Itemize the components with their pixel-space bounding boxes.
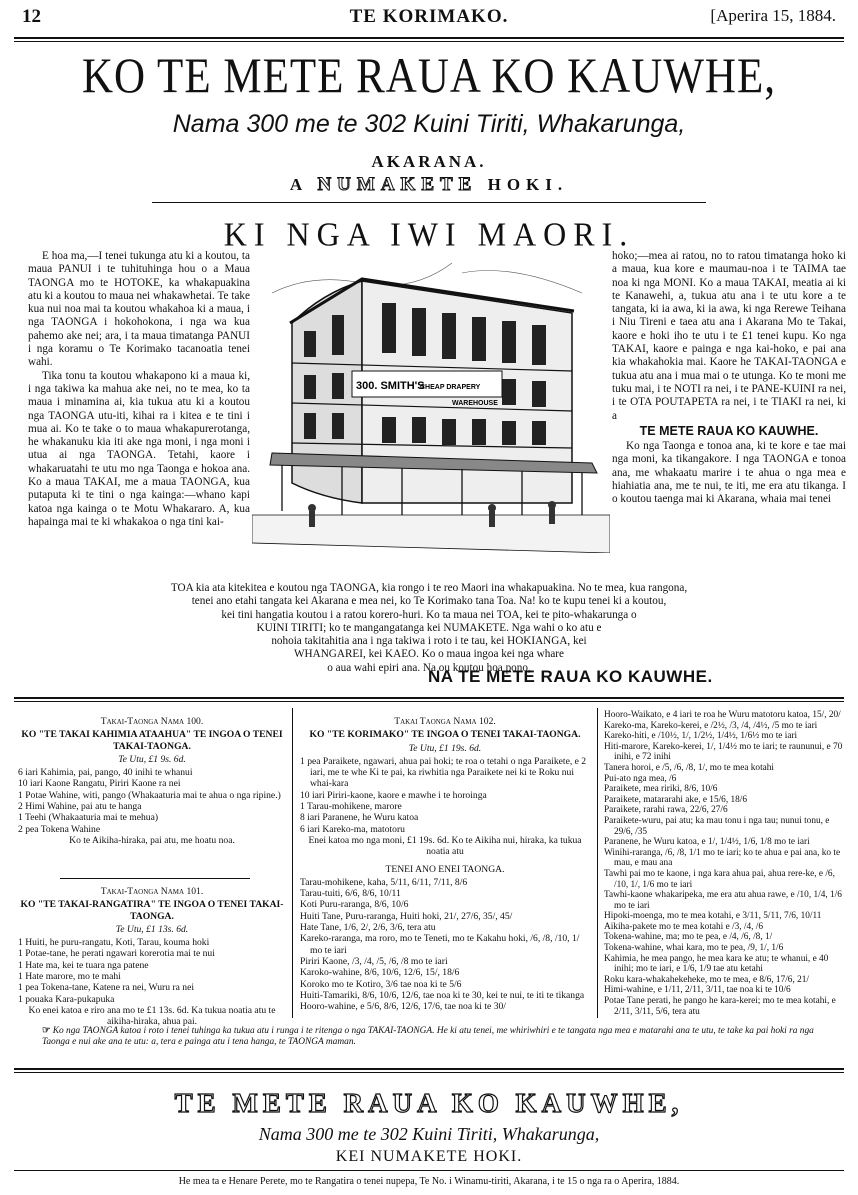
footer-rule-thin: [14, 1072, 844, 1073]
pointing-hand-icon: ☞: [42, 1026, 53, 1036]
list-item: 6 iari Kareko-ma, matotoru: [300, 823, 405, 835]
full-line: TOA kia ata kitekitea e koutou nga TAONGA, kia rongo i te reo Maori ina whakapuakina. No te mea, kua rangona,: [170, 582, 688, 594]
issue-date: [Aperira 15, 1884.: [710, 6, 836, 25]
right-column: [612, 250, 846, 507]
building-sign-1: 300. SMITH'S: [356, 380, 425, 392]
other-goods-head: TENEI ANO ENEI TAONGA.: [385, 863, 505, 875]
full-line: nohoia takitahitia ana i nga takiwa i roto i te tau, kei HOKIANGA, kei: [271, 635, 587, 648]
list-item: Kahimia, he mea pango, he mea kara ke atu; te whanui, e 40 inihi; mo te iari, e 1/6, 1/9 tae atu ketahi: [604, 953, 829, 975]
full-width-text: [68, 582, 790, 675]
list-item: Paranene, he Wuru katoa, e 1/, 1/4½, 1/6, 1/8 mo te iari: [604, 837, 810, 848]
list-item: Kareko-raranga, ma roro, mo te Teneti, mo te Kakahu hoki, /6, /8, /10, 1/ mo te iari: [300, 933, 580, 956]
list-item: Hate Tane, 1/6, 2/, 2/6, 3/6, tera atu: [300, 922, 436, 934]
list-item: Aikiha-pakete mo te mea kotahi e /3, /4, /6: [604, 921, 764, 932]
list-item: Winihi-raranga, /6, /8, 1/1 mo te iari; ko te ahua e pai ana, ko te mau, e mau ana: [604, 847, 841, 869]
building-sign-3: WAREHOUSE: [452, 400, 498, 407]
list-item: Piriri Kaone, /3, /4, /5, /6, /8 mo te iari: [300, 955, 448, 967]
takai-102-price: Te Utu, £1 19s. 6d.: [408, 742, 482, 754]
price-list-right: [604, 710, 848, 1017]
list-item: Hooro-wahine, e 5/6, 8/6, 12/6, 17/6, tae noa ki te 30/: [300, 1001, 506, 1013]
footer-address: Nama 300 me te 302 Kuini Tiriti, Whakarunga,: [258, 1124, 600, 1144]
list-item: Karoko-wahine, 8/6, 10/6, 12/6, 15/, 18/6: [300, 967, 460, 979]
list-item: 1 pouaka Kara-pukapuka: [18, 993, 115, 1005]
full-line: kei tini hangatia koutou i a ratou korero-huri. Ko ta maua nei TOA, kei te pito-whakarunga o: [221, 608, 637, 621]
list-item: Potae Tane perati, he pango he kara-kerei; mo te mea kotahi, e 2/11, 3/11, 5/6, tera atu: [604, 996, 836, 1017]
full-line: WHANGAREI, kei KAEO. Ko o maua ingoa kei nga whare: [294, 648, 564, 661]
takai-100-head: Takai-Taonga Nama 100.: [100, 716, 204, 727]
takai-100-note: Ko te Aikiha-hiraka, pai atu, me hoatu noa.: [69, 834, 235, 846]
section-rule-thin: [14, 701, 844, 702]
list-item: Koti Puru-raranga, 8/6, 10/6: [300, 899, 409, 911]
takai-100-price: Te Utu, £1 9s. 6d.: [118, 753, 186, 765]
list-item: 10 iari Piriri-kaone, kaore e mawhe i te horoinga: [300, 789, 487, 801]
ad-signature: NA TE METE RAUA KO KAUWHE.: [428, 667, 713, 686]
left-paragraph: Tika tonu ta koutou whakapono ki a maua ki, i nga takiwa ka mahua ake nei, no te mea, ko ta maua i minamina ai, kia tukua atu ki a koutou nga TAONGA utu-iti, kihai ra i kitea e te tini i mua ai. Ko te take o to maua whakapurerotanga, he whakanuku kia iti ake nga moni, i nga moni i utua ai nga TAONGA. Tetahi, kaore i whakaruatahi te utu mo nga Taonga e hokoa ana. Ko a maua TAKAI, me a maua TAONGA, kua putaputa ki te tini o nga kainga:—whano kapi katoa nga kainga o te Motu Whakararo. A, kua hapainga mai te ki whakakoa o nga tini kai-: [28, 369, 250, 528]
full-line: KUINI TIRITI; ko te mangangatanga kei NUMAKETE. Nga wahi o ko atu e: [256, 621, 602, 634]
list-item: Koroko mo te Kotiro, 3/6 tae noa ki te 5/6: [300, 978, 462, 990]
list-item: 1 pea Tokena-tane, Katene ra nei, Wuru ra nei: [18, 982, 194, 994]
list-item: Paraikete, mea ririki, 8/6, 10/6: [604, 784, 718, 795]
nb-text: Ko nga TAONGA katoa i roto i tenei tuhinga ka tukua atu i runga i te ritenga o nga TAKAI-TAONGA. He ki atu tenei, me whiriwhiri e te tangata nga mea e matarahi ana te utu, te take ka pai hoki ra nga Taonga e nui ake ana te utu: a, tera e painga atu i tena hanga, te TAONGA maman.: [42, 1026, 814, 1047]
list-item: 1 Potae-tane, he perati ngawari korerotia mai te nui: [18, 948, 215, 960]
list-item: Himi-wahine, e 1/11, 2/11, 3/11, tae noa ki te 10/6: [604, 985, 791, 996]
list-item: Pui-ato nga mea, /6: [604, 773, 677, 784]
list-item: Paraikete, rarahi rawa, 22/6, 27/6: [604, 805, 728, 816]
ad-title: KO TE METE RAUA KO KAUWHE,: [81, 49, 777, 104]
left-column: [28, 250, 250, 529]
footer-market: KEI NUMAKETE HOKI.: [335, 1148, 523, 1165]
footer-title: TE METE RAUA KO KAUWHE,: [174, 1088, 684, 1118]
list-item: Paraikete-wuru, pai atu; ka mau tonu i nga tau; nunui tonu, e 29/6, /35: [604, 815, 830, 837]
imprint: He mea ta e Henare Perete, mo te Rangatira o tenei nupepa, Te No. i Winamu-tiriti, Akarana, i te 15 o nga ra o Aperira, 1884.: [178, 1176, 680, 1187]
right-paragraph-2: Ko nga Taonga e tonoa ana, ki te kore e tae mai nga moni, ka tikangakore. I nga TAONGA e tonoa ana, me whakaatu marire i te ahua o nga mea e hiahiatia ana, me te nui, te iti, me era atu tikanga. I o koutou taenga mai ki Akarana, whaia mai tenei: [612, 440, 846, 506]
list-item: 1 Teehi (Whakaaturia mai te mehua): [18, 812, 159, 824]
takai-102-head: Takai Taonga Nama 102.: [394, 716, 496, 727]
list-item: 10 iari Kaone Rangatu, Piriri Kaone ra nei: [18, 778, 181, 790]
list-item: 1 Hate ma, kei te tuara nga patene: [18, 959, 149, 971]
list-item: Huiti-Tamariki, 8/6, 10/6, 12/6, tae noa ki te 30, kei te nui, te iti te tikanga: [300, 989, 585, 1001]
building-sign-2: CHEAP DRAPERY: [420, 384, 481, 391]
list-item: 1 pea Paraikete, ngawari, ahua pai hoki; te roa o tetahi o nga Paraikete, e 2 iari, me te whe Ki te pai, ka riwhitia nga Paraikete nei ki te Roku nui whai-kara: [300, 755, 587, 790]
ad-town: AKARANA.: [371, 152, 487, 171]
list-item: Hiti-marore, Kareko-kerei, 1/, 1/4½ mo te iari; te raununui, e 70 inihi, e 72 inihi: [604, 741, 843, 763]
takai-101-title: KO "TE TAKAI-RANGATIRA" TE INGOA O TENEI TAKAI-TAONGA.: [20, 899, 284, 922]
list-item: 1 Tarau-mohikene, marore: [300, 801, 402, 813]
column-divider: [292, 708, 293, 1018]
takai-102-note: Enei katoa mo nga moni, £1 19s. 6d. Ko te Aikiha nui, hiraka, ka tukua noatia atu: [308, 834, 582, 858]
list-item: 8 iari Paranene, he Wuru katoa: [300, 812, 419, 824]
list-item: Tarau-tuiti, 6/6, 8/6, 10/11: [300, 888, 401, 900]
takai-101-note: Ko enei katoa e riro ana mo te £1 13s. 6d. Ka tukua noatia atu te aikiha-hiraka, ahua pai.: [28, 1004, 276, 1028]
list-item: Roku kara-whakahekeheke, mo te mea, e 8/6, 17/6, 21/: [604, 974, 809, 985]
right-paragraph: hoko;—mea ai ratou, no to ratou timatanga hoko ki a maua, kua kore e maumau-noa i te TAIMA tae noa ki nga MONI. Ko a maua TAKAI, meatia ai ki te Kanawehi, a, tukua atu ana i te utu kore a te tangata, ki ia awa, ki ia awa, ki nga Rerewe Teihana i Niu Tireni e taea atu ana i Akarana Mo te Takai, kaore e hoki iho te utu i te £1 tenei kupu. Ko nga TAKAI, kaore e painga e nga kai-hoko, e pai ana kia whakahokia mai. Kaore he TAKAI-TAONGA e tukua atu ana i mua mai o te utunga. Ko te moni me tuku mai, i te NOTI ra nei, i te PANE-KUINI ra nei, i te OTA POUTAPETA ra nei, i te TIAKI ra nei, ki a: [612, 250, 846, 422]
list-item: Tokena-wahine, whai kara, mo te pea, /9, 1/, 1/6: [604, 943, 784, 954]
sub-a: A: [289, 175, 308, 194]
footer-rule: [14, 1068, 844, 1070]
takai-101-head: Takai-Taonga Nama 101.: [100, 886, 204, 897]
list-item: Paraikete, matararahi ake, e 15/6, 18/6: [604, 794, 748, 805]
column-divider: [597, 708, 598, 1018]
list-item: 1 Potae Wahine, witi, pango (Whakaaturia mai te ahua o nga ripine.): [18, 789, 281, 801]
left-paragraph: E hoa ma,—I tenei tukunga atu ki a koutou, ta maua PANUI i te tuhituhinga hou o a Maua TAONGA mo te HOTOKE, ka whakapuakina atu ki a koutou to maua nei whakawhetai. Te take kua nui noa mai ta koutou whakahoa ki a maua, i nga TAONGA i hokohokona, i nga wa kua pahemo ake nei; ara, i ta maua timatanga PANUI i nga koramu o Te Korimako tacanoatia tenei wahi.: [28, 250, 250, 369]
list-item: 2 Himi Wahine, pai atu te hanga: [18, 801, 142, 813]
header-rule-thin: [14, 41, 844, 42]
list-item: Kareko-hiti, e /10½, 1/, 1/2½, 1/4½, 1/6½ mo te iari: [604, 731, 798, 742]
takai-101-price: Te Utu, £1 13s. 6d.: [115, 923, 189, 935]
newspaper-title: TE KORIMAKO.: [349, 6, 509, 27]
sub-numakete: NUMAKETE: [317, 174, 478, 195]
list-item: Hooro-Waikato, e 4 iari te roa he Wuru matotoru katoa, 15/, 20/: [604, 710, 841, 720]
ad-address: Nama 300 me te 302 Kuini Tiriti, Whakarunga,: [172, 110, 686, 138]
section-rule: [14, 697, 844, 699]
subtitle-rule: [152, 202, 706, 203]
list-item: Huiti Tane, Puru-raranga, Huiti hoki, 21/, 27/6, 35/, 45/: [300, 910, 513, 922]
list-item: Kareko-ma, Kareko-kerei, e /2½, /3, /4, /4½, /5 mo te iari: [604, 720, 818, 731]
nb-note: [42, 1026, 834, 1048]
list-item: Tawhi-kaone whakaripeka, me era atu ahua rawe, e /10, 1/4, 1/6 mo te iari: [604, 890, 842, 911]
takai-102: [300, 714, 590, 1012]
list-item: 2 pea Tokena Wahine: [18, 823, 101, 835]
list-item: 1 Huiti, he puru-rangatu, Koti, Tarau, kouma hoki: [18, 937, 210, 949]
takai-100: [18, 714, 286, 846]
takai-100-title: KO "TE TAKAI KAHIMIA ATAAHUA" TE INGOA O TENEI TAKAI-TAONGA.: [21, 729, 283, 752]
page-number: 12: [22, 6, 41, 27]
sub-hoki: HOKI.: [487, 175, 569, 194]
list-item: Tanera horoi, e /5, /6, /8, 1/, mo te mea kotahi: [604, 762, 775, 773]
right-bold-name: TE METE RAUA KO KAUWHE.: [639, 423, 819, 438]
ad-subtitle: [0, 174, 858, 196]
full-line: o aua wahi epiri ana. Na ou koutou hoa pono,: [327, 661, 531, 674]
imprint-rule: [14, 1170, 844, 1171]
list-item: Tarau-mohikene, kaha, 5/11, 6/11, 7/11, 8/6: [300, 876, 468, 888]
block-rule: [60, 878, 250, 879]
list-item: 1 Hate marore, mo te mahi: [18, 971, 121, 983]
takai-101: [18, 884, 286, 1028]
header-rule: [14, 37, 844, 39]
full-line: tenei ano etahi tangata kei Akarana e mea nei, ko Te Korimako tana Toa. Na! ko te kupu tenei ki a koutou,: [191, 595, 667, 608]
ad-heading: KI NGA IWI MAORI.: [223, 215, 635, 253]
list-item: Tokena-wahine, ma; mo te pea, e /4, /6, /8, 1/: [604, 932, 773, 943]
takai-102-title: KO "TE KORIMAKO" TE INGOA O TENEI TAKAI-TAONGA.: [309, 729, 581, 741]
page-header: [22, 6, 836, 32]
list-item: Hipoki-moenga, mo te mea kotahi, e 3/11, 5/11, 7/6, 10/11: [604, 911, 822, 922]
list-item: Tawhi pai mo te kaone, i nga kara ahua pai, ahua rere-ke, e /6, /10, 1/, 1/6 mo te iari: [604, 868, 835, 890]
list-item: 6 iari Kahimia, pai, pango, 40 inihi te whanui: [18, 767, 193, 779]
building-illustration: [252, 253, 610, 553]
